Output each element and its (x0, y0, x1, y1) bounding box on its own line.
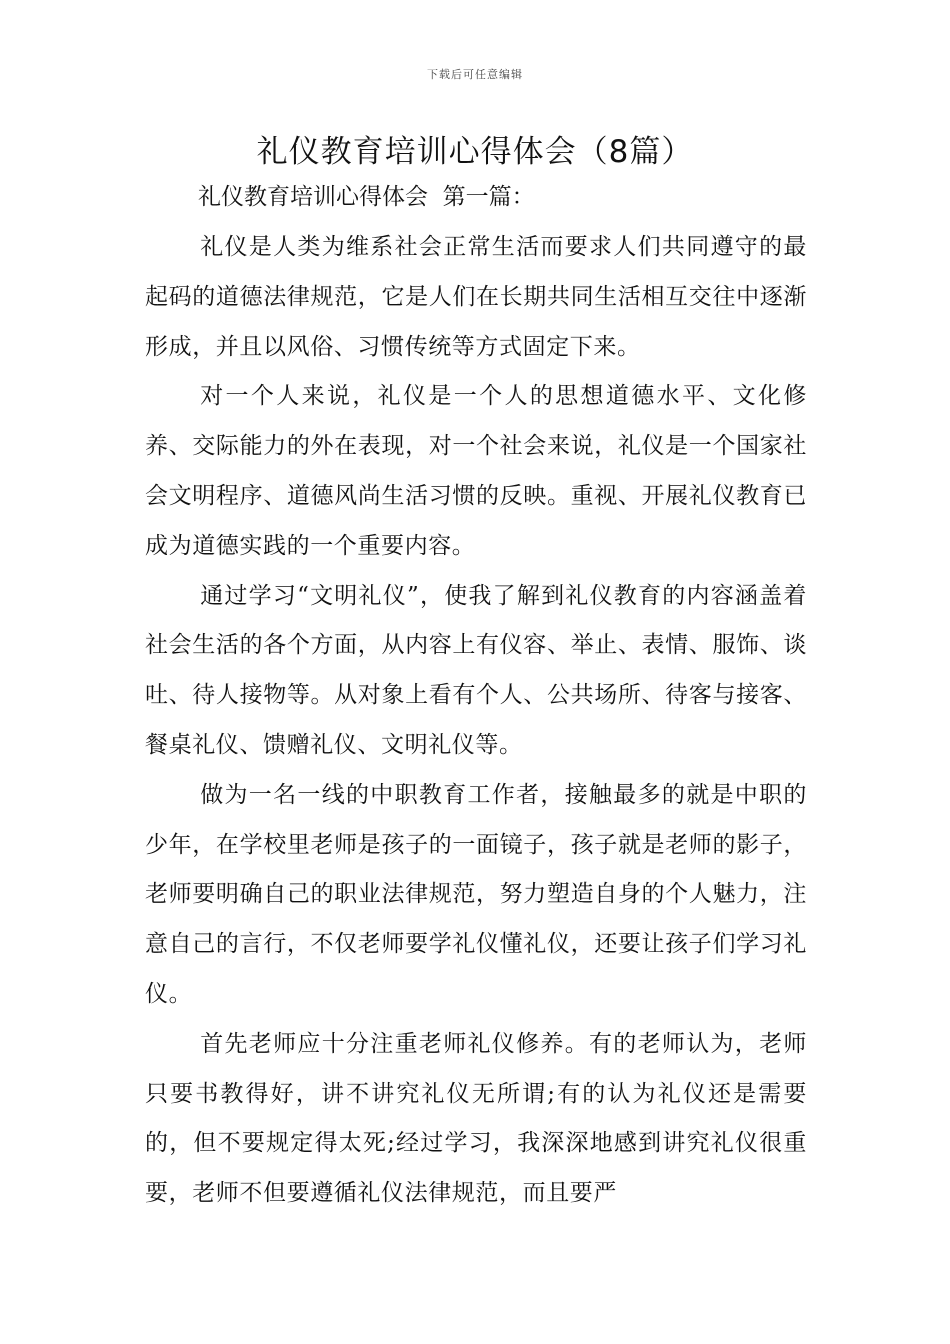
header-note: 下载后可任意编辑 (427, 68, 523, 81)
body-text (145, 223, 807, 1219)
paragraph: 礼仪是人类为维系社会正常生活而要求人们共同遵守的最起码的道德法律规范，它是人们在长期共同生活相互交往中逐渐形成，并且以风俗、习惯传统等方式固定下来。 (145, 234, 807, 360)
paragraph: 对一个人来说，礼仪是一个人的思想道德水平、文化修养、交际能力的外在表现，对一个社会来说，礼仪是一个国家社会文明程序、道德风尚生活习惯的反映。重视、开展礼仪教育已成为道德实践的一个重要内容。 (145, 383, 807, 559)
paragraph: 首先老师应十分注重老师礼仪修养。有的老师认为，老师只要书教得好，讲不讲究礼仪无所谓;有的认为礼仪还是需要的，但不要规定得太死;经过学习，我深深地感到讲究礼仪很重要，老师不但要遵循礼仪法律规范，而且要严 (145, 1030, 807, 1207)
paragraph: 通过学习“文明礼仪”，使我了解到礼仪教育的内容涵盖着社会生活的各个方面，从内容上有仪容、举止、表情、服饰、谈吐、待人接物等。从对象上看有个人、公共场所、待客与接客、餐桌礼仪、馈赠礼仪、文明礼仪等。 (145, 582, 807, 758)
section-subtitle: 礼仪教育培训心得体会 第一篇： (198, 184, 535, 210)
paragraph: 做为一名一线的中职教育工作者，接触最多的就是中职的少年，在学校里老师是孩子的一面镜子，孩子就是老师的影子，老师要明确自己的职业法律规范，努力塑造自身的个人魅力，注意自己的言行，不仅老师要学礼仪懂礼仪，还要让孩子们学习礼仪。 (145, 781, 807, 1007)
document-title: 礼仪教育培训心得体会（8篇） (256, 134, 694, 170)
